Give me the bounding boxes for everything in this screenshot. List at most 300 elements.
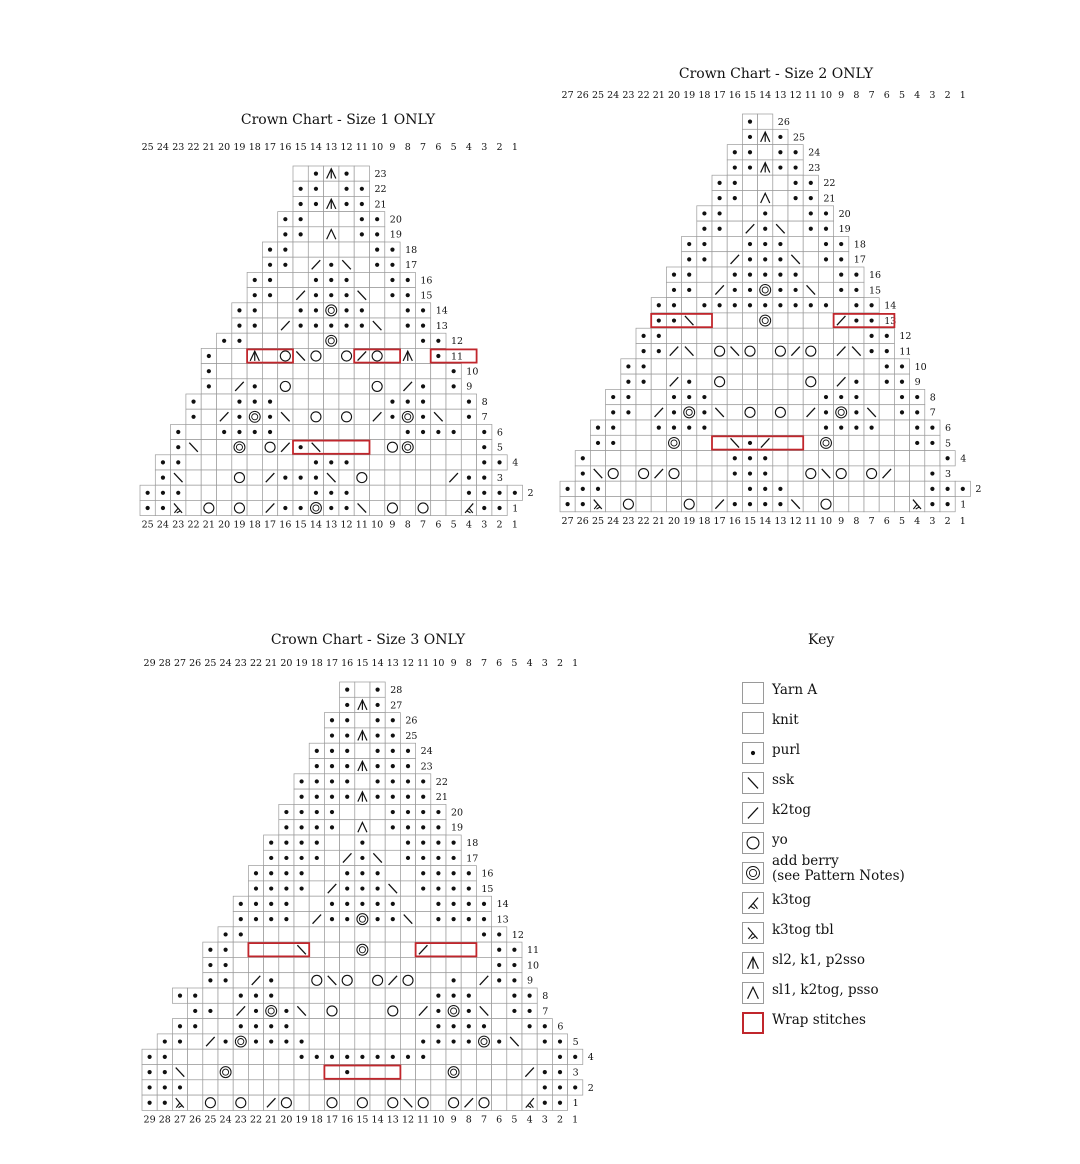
stitch-cell [879,420,894,435]
stitch-cell [758,435,773,450]
stitch-cell [742,129,757,144]
stitch-cell [666,481,681,496]
stitch-cell [910,497,925,512]
stitch-cell [727,435,742,450]
stitch-cell [727,160,742,175]
stitch-cell [415,333,430,348]
stitch-cell [636,389,651,404]
stitch-cell [773,282,788,297]
column-number: 13 [386,658,399,669]
stitch-cell [339,440,354,455]
stitch-cell [864,435,879,450]
stitch-cell [324,850,339,865]
row-number: 16 [869,270,882,282]
stitch-cell [340,682,355,697]
stitch-cell [416,820,431,835]
stitch-cell [232,409,247,424]
stitch-cell [354,318,369,333]
stitch-cell [385,774,400,789]
column-number: 9 [838,90,845,101]
stitch-cell [400,455,415,470]
stitch-cell [712,420,727,435]
stitch-cell [537,1080,552,1095]
stitch-cell [201,470,216,485]
stitch-cell [682,374,697,389]
stitch-cell [385,333,400,348]
stitch-cell [849,374,864,389]
column-number: 25 [591,90,605,101]
stitch-cell [324,379,339,394]
stitch-cell [324,227,339,242]
stitch-cell [400,485,415,500]
stitch-cell [324,272,339,287]
stitch-cell [416,1080,431,1095]
row-number: 15 [869,285,882,297]
stitch-cell [247,394,262,409]
stitch-cell [171,500,186,515]
stitch-cell [309,1034,324,1049]
stitch-cell [477,470,492,485]
stitch-cell [803,466,818,481]
stitch-cell [415,470,430,485]
row-number: 15 [481,883,494,895]
stitch-cell [278,303,293,318]
column-number: 4 [465,142,472,153]
stitch-cell [293,227,308,242]
stitch-cell [636,359,651,374]
stitch-cell [308,348,323,363]
stitch-cell [155,485,170,500]
stitch-cell [492,500,507,515]
stitch-cell [446,500,461,515]
column-number: 16 [341,1114,354,1126]
column-number: 22 [187,142,200,153]
stitch-cell [621,389,636,404]
stitch-cell [727,481,742,496]
stitch-cell [233,1019,248,1034]
column-number: 24 [607,515,620,527]
stitch-cell [758,114,773,129]
stitch-cell [400,789,415,804]
stitch-cell [340,927,355,942]
stitch-cell [910,405,925,420]
stitch-cell [279,820,294,835]
stitch-cell [727,145,742,160]
k3tog-icon [742,892,764,914]
stitch-cell [186,500,201,515]
stitch-cell [727,374,742,389]
stitch-cell [682,298,697,313]
chart-size-2 [556,64,986,530]
stitch-cell [218,1049,233,1064]
stitch-cell [354,181,369,196]
stitch-cell [773,359,788,374]
row-number: 20 [389,214,402,226]
column-number: 21 [265,658,278,669]
stitch-cell [773,175,788,190]
key-label: knit [772,712,799,728]
column-number: 12 [789,515,802,527]
row-number: 23 [374,168,387,180]
stitch-cell [171,424,186,439]
column-number: 1 [572,658,579,669]
stitch-cell [203,1034,218,1049]
stitch-cell [590,466,605,481]
stitch-cell [697,252,712,267]
stitch-cell [203,1080,218,1095]
stitch-cell [324,957,339,972]
stitch-cell [354,257,369,272]
stitch-cell [788,236,803,251]
row-number: 4 [512,457,519,469]
stitch-cell [233,1034,248,1049]
column-number: 11 [355,142,368,153]
stitch-cell [461,866,476,881]
stitch-cell [188,1095,203,1110]
stitch-cell [955,481,970,496]
stitch-cell [385,728,400,743]
stitch-cell [217,364,232,379]
key-label: Yarn A [772,682,818,698]
stitch-cell [400,409,415,424]
stitch-cell [803,497,818,512]
stitch-cell [262,333,277,348]
stitch-cell [309,789,324,804]
stitch-cell [522,988,537,1003]
stitch-cell [339,181,354,196]
stitch-cell [682,313,697,328]
stitch-cell [651,389,666,404]
stitch-cell [560,497,575,512]
stitch-cell [476,942,491,957]
stitch-cell [894,466,909,481]
stitch-cell [431,1049,446,1064]
stitch-cell [461,881,476,896]
stitch-cell [355,774,370,789]
stitch-cell [849,344,864,359]
key-item [742,742,982,768]
stitch-cell [218,1095,233,1110]
stitch-cell [834,374,849,389]
column-number: 24 [607,90,620,101]
stitch-cell [264,988,279,1003]
stitch-cell [340,881,355,896]
stitch-cell [910,435,925,450]
stitch-cell [324,1049,339,1064]
stitch-cell [355,1095,370,1110]
stitch-cell [324,440,339,455]
stitch-cell [385,394,400,409]
stitch-cell [773,420,788,435]
stitch-cell [727,344,742,359]
stitch-cell [232,333,247,348]
stitch-cell [279,850,294,865]
stitch-cell [354,364,369,379]
stitch-cell [293,257,308,272]
stitch-cell [446,409,461,424]
stitch-cell [431,500,446,515]
stitch-cell [758,328,773,343]
stitch-cell [431,988,446,1003]
stitch-cell [416,850,431,865]
stitch-cell [476,1080,491,1095]
stitch-cell [279,1019,294,1034]
stitch-cell [308,440,323,455]
stitch-cell [355,697,370,712]
stitch-cell [157,1049,172,1064]
stitch-cell [461,1049,476,1064]
stitch-cell [606,405,621,420]
stitch-cell [537,1034,552,1049]
stitch-cell [636,481,651,496]
row-number: 6 [557,1021,564,1033]
row-number: 1 [960,499,967,511]
stitch-cell [370,485,385,500]
stitch-cell [879,359,894,374]
stitch-cell [461,470,476,485]
stitch-cell [262,485,277,500]
stitch-cell [294,896,309,911]
stitch-cell [651,328,666,343]
column-number: 9 [450,658,457,669]
stitch-cell [279,942,294,957]
stitch-cell [339,196,354,211]
stitch-cell [682,420,697,435]
stitch-cell [308,181,323,196]
stitch-cell [308,303,323,318]
stitch-cell [248,1019,263,1034]
column-number: 28 [158,658,171,669]
stitch-cell [339,409,354,424]
stitch-cell [492,1019,507,1034]
stitch-cell [416,1003,431,1018]
row-number: 24 [420,746,433,758]
stitch-cell [293,196,308,211]
column-number: 20 [218,142,231,153]
column-number: 4 [914,90,921,101]
stitch-cell [264,1003,279,1018]
stitch-cell [400,1065,415,1080]
stitch-cell [262,455,277,470]
stitch-cell [507,1003,522,1018]
stitch-cell [864,389,879,404]
stitch-cell [188,1065,203,1080]
stitch-cell [370,682,385,697]
column-number: 15 [743,515,757,527]
stitch-cell [879,435,894,450]
stitch-cell [370,850,385,865]
stitch-cell [370,242,385,257]
column-number: 23 [622,90,635,101]
stitch-cell [233,1003,248,1018]
stitch-cell [507,942,522,957]
row-number: 6 [496,427,503,439]
stitch-cell [507,1065,522,1080]
stitch-cell [803,435,818,450]
stitch-cell [293,181,308,196]
stitch-cell [354,424,369,439]
column-number: 22 [637,90,650,101]
stitch-cell [727,175,742,190]
row-number: 27 [390,700,403,712]
row-number: 16 [420,275,433,287]
row-number: 2 [527,488,534,500]
stitch-cell [864,451,879,466]
stitch-cell [203,957,218,972]
stitch-cell [142,1049,157,1064]
stitch-cell [788,435,803,450]
stitch-cell [294,973,309,988]
stitch-cell [431,348,446,363]
column-number: 15 [356,658,369,669]
stitch-cell [431,957,446,972]
stitch-cell [552,1034,567,1049]
stitch-cell [431,1080,446,1095]
stitch-cell [773,160,788,175]
column-number: 2 [556,658,564,669]
stitch-cell [264,850,279,865]
stitch-cell [294,1065,309,1080]
stitch-cell [864,497,879,512]
stitch-cell [742,435,757,450]
stitch-cell [651,466,666,481]
stitch-cell [651,298,666,313]
stitch-cell [666,466,681,481]
stitch-cell [385,789,400,804]
column-number: 13 [325,142,338,153]
stitch-cell [682,497,697,512]
column-number: 16 [279,519,292,530]
stitch-cell [666,451,681,466]
stitch-cell [355,820,370,835]
chart-grid-size-3 [138,630,618,1130]
stitch-cell [446,1019,461,1034]
stitch-cell [834,481,849,496]
column-number: 22 [187,519,200,530]
stitch-cell [262,440,277,455]
stitch-cell [431,912,446,927]
stitch-cell [355,1065,370,1080]
column-number: 8 [404,519,411,530]
stitch-cell [522,1095,537,1110]
stitch-cell [400,927,415,942]
stitch-cell [590,497,605,512]
stitch-cell [370,1019,385,1034]
stitch-cell [803,359,818,374]
stitch-cell [864,420,879,435]
stitch-cell [309,1049,324,1064]
stitch-cell [431,942,446,957]
column-number: 10 [371,519,384,530]
stitch-cell [606,466,621,481]
stitch-cell [773,374,788,389]
row-number: 25 [793,132,806,144]
stitch-cell [788,298,803,313]
key-label: sl1, k2tog, psso [772,982,879,998]
stitch-cell [461,957,476,972]
key-item [742,922,982,948]
stitch-cell [742,236,757,251]
stitch-cell [279,1049,294,1064]
stitch-cell [818,481,833,496]
stitch-cell [803,313,818,328]
stitch-cell [803,405,818,420]
stitch-cell [355,804,370,819]
k2tog-icon [742,802,764,824]
stitch-cell [400,835,415,850]
stitch-cell [758,267,773,282]
stitch-cell [864,328,879,343]
stitch-cell [758,313,773,328]
column-number: 25 [141,142,154,153]
stitch-cell [727,389,742,404]
stitch-cell [264,912,279,927]
stitch-cell [355,912,370,927]
row-number: 7 [542,1006,549,1018]
column-number: 14 [759,90,772,101]
stitch-cell [742,481,757,496]
stitch-cell [370,303,385,318]
stitch-cell [788,267,803,282]
stitch-cell [727,451,742,466]
stitch-cell [293,485,308,500]
stitch-cell [340,1034,355,1049]
stitch-cell [758,282,773,297]
stitch-cell [803,344,818,359]
chart-title: Crown Chart - Size 3 ONLY [270,632,466,648]
stitch-cell [461,988,476,1003]
stitch-cell [385,759,400,774]
stitch-cell [324,196,339,211]
stitch-cell [697,313,712,328]
column-number: 26 [189,658,202,669]
stitch-cell [461,500,476,515]
column-number: 2 [944,90,951,101]
stitch-cell [712,497,727,512]
column-number: 24 [219,658,232,669]
stitch-cell [278,485,293,500]
stitch-cell [201,364,216,379]
stitch-cell [354,227,369,242]
stitch-cell [431,850,446,865]
stitch-cell [446,470,461,485]
stitch-cell [385,440,400,455]
stitch-cell [446,1003,461,1018]
stitch-cell [370,288,385,303]
stitch-cell [697,344,712,359]
column-number: 20 [280,1114,293,1126]
stitch-cell [416,1065,431,1080]
stitch-cell [682,405,697,420]
stitch-cell [188,988,203,1003]
stitch-cell [279,896,294,911]
stitch-cell [742,114,757,129]
stitch-cell [262,257,277,272]
stitch-cell [697,420,712,435]
stitch-cell [834,236,849,251]
stitch-cell [293,166,308,181]
stitch-cell [279,957,294,972]
stitch-cell [385,1049,400,1064]
stitch-cell [818,313,833,328]
stitch-cell [340,789,355,804]
stitch-cell [758,298,773,313]
stitch-cell [201,500,216,515]
stitch-cell [370,973,385,988]
stitch-cell [416,927,431,942]
stitch-cell [879,497,894,512]
stitch-cell [925,420,940,435]
